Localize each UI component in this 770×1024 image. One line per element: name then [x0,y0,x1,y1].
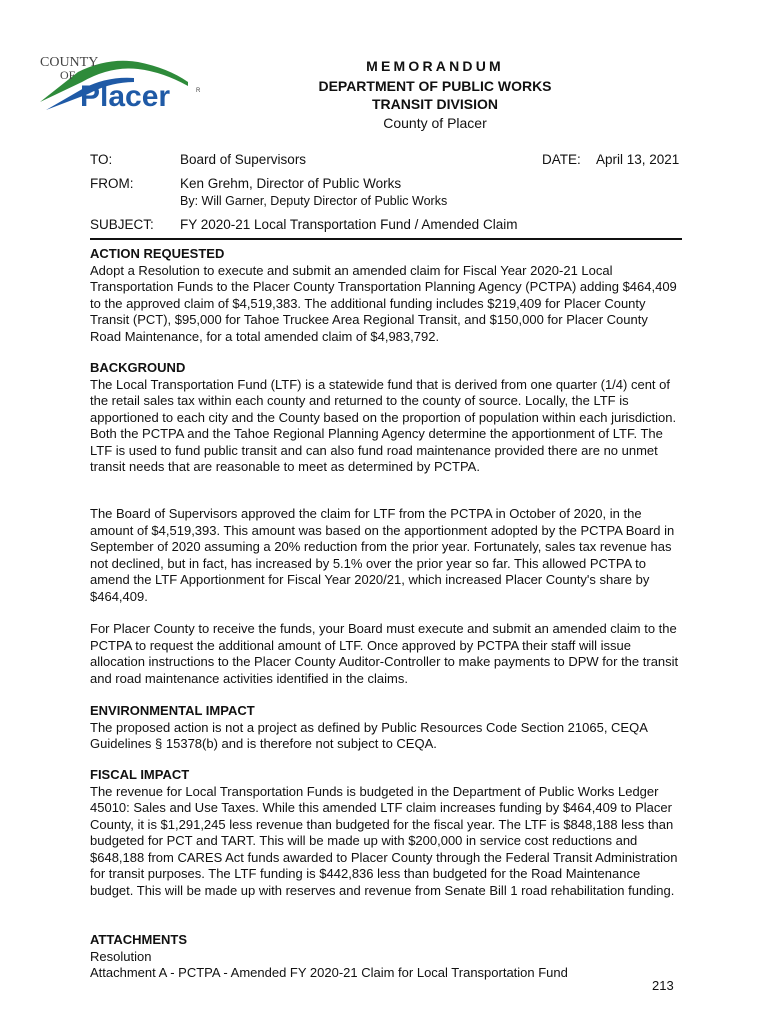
page-number: 213 [652,978,674,993]
division-title: TRANSIT DIVISION [371,96,498,112]
section-fiscal-impact [90,767,682,899]
date-value: April 13, 2021 [596,152,680,167]
from-by: By: Will Garner, Deputy Director of Public Works [180,194,448,208]
placer-logo-graphic [38,52,208,116]
svg-text:COUNTY: COUNTY [40,55,99,70]
svg-text:R: R [196,88,201,94]
from-label: FROM: [90,176,134,191]
svg-text:OF: OF [60,68,76,82]
background-paragraph-1: The Local Transportation Fund (LTF) is a statewide fund that is derived from one quarter (1/4) cent of the retail sales tax within each county and returned to the county of source. Locally, the LTF is apportioned to each city and the County based on the proportion of population within each jurisdiction. Both the PCTPA and the Tahoe Regional Planning Agency determine the apportionment of LTF. The LTF is used to fund public transit and can also fund road maintenance provided there are no unmet transit needs that are reasonable to meet as determined by PCTPA. [90,376,677,474]
fiscal-body: The revenue for Local Transportation Funds is budgeted in the Department of Public Works Ledger 45010: Sales and Use Taxes. While this amended LTF claim increases funding by $464,409 to Placer County, it is $1,291,245 less revenue than budgeted for the fiscal year. The LTF is $848,188 less than budgeted for PCT and TART. This will be made up with $200,000 in service cost reductions and $648,188 from CARES Act funds awarded to Placer County through the Federal Transit Administration for transit purposes. The LTF funding is $442,836 less than budgeted for the Road Maintenance budget. This will be made up with reserves and revenue from Senate Bill 1 road rehabilitation funding. [90,783,678,898]
fiscal-title: FISCAL IMPACT [90,767,190,782]
attachments-title: ATTACHMENTS [90,932,188,947]
section-background [90,360,682,476]
background-title: BACKGROUND [90,360,186,375]
action-title: ACTION REQUESTED [90,246,225,261]
from-value: Ken Grehm, Director of Public Works [180,176,402,191]
environmental-body: The proposed action is not a project as defined by Public Resources Code Section 21065, CEQA Guidelines § 15378(b) and is therefore not subject to CEQA. [90,719,648,751]
date-label: DATE: [542,152,581,167]
memo-title: MEMORANDUM [366,58,504,74]
section-attachments [90,932,682,982]
background-paragraph-3: For Placer County to receive the funds, your Board must execute and submit an amended claim to the PCTPA to request the additional amount of LTF. Once approved by PCTPA their staff will issue allocation instructions to the Placer County Auditor-Controller to make payments to DPW for the transit and road maintenance activities identified in the claims. [90,621,679,686]
svg-text:Placer: Placer [80,80,171,113]
attachment-item: Resolution [90,948,152,964]
section-environmental-impact [90,703,682,753]
environmental-title: ENVIRONMENTAL IMPACT [90,703,255,718]
subject-label: SUBJECT: [90,217,154,232]
subject-value: FY 2020-21 Local Transportation Fund / Amended Claim [180,217,518,232]
header-divider [90,238,682,240]
to-label: TO: [90,152,113,167]
section-background-p3 [90,621,682,687]
action-body: Adopt a Resolution to execute and submit an amended claim for Fiscal Year 2020-21 Local Transportation Funds to the Placer County Transportation Planning Agency (PCTPA) adding $464,409 to the approved claim of $4,519,383. The additional funding includes $219,409 for Placer County Transit (PCT), $95,000 for Tahoe Truckee Area Regional Transit, and $150,000 for Placer County Road Maintenance, for a total amended claim of $4,983,792. [90,262,677,344]
section-action-requested [90,246,682,345]
county-logo [38,52,208,116]
section-background-p2 [90,506,682,605]
department-title: DEPARTMENT OF PUBLIC WORKS [318,78,552,94]
county-title: County of Placer [383,115,487,131]
attachment-item: Attachment A - PCTPA - Amended FY 2020-21 Claim for Local Transportation Fund [90,965,568,980]
background-paragraph-2: The Board of Supervisors approved the claim for LTF from the PCTPA in October of 2020, in the amount of $4,519,393. This amount was based on the apportionment adopted by the PCTPA Board in September of 2020 assuming a 20% reduction from the prior year. Fortunately, sales tax revenue has not declined, but in fact, has increased by 5.1% over the prior year so far. This allowed PCTPA to amend the LTF Apportionment for Fiscal Year 2020/21, which increased Placer County's share by $464,409. [90,506,675,604]
to-value: Board of Supervisors [180,152,307,167]
